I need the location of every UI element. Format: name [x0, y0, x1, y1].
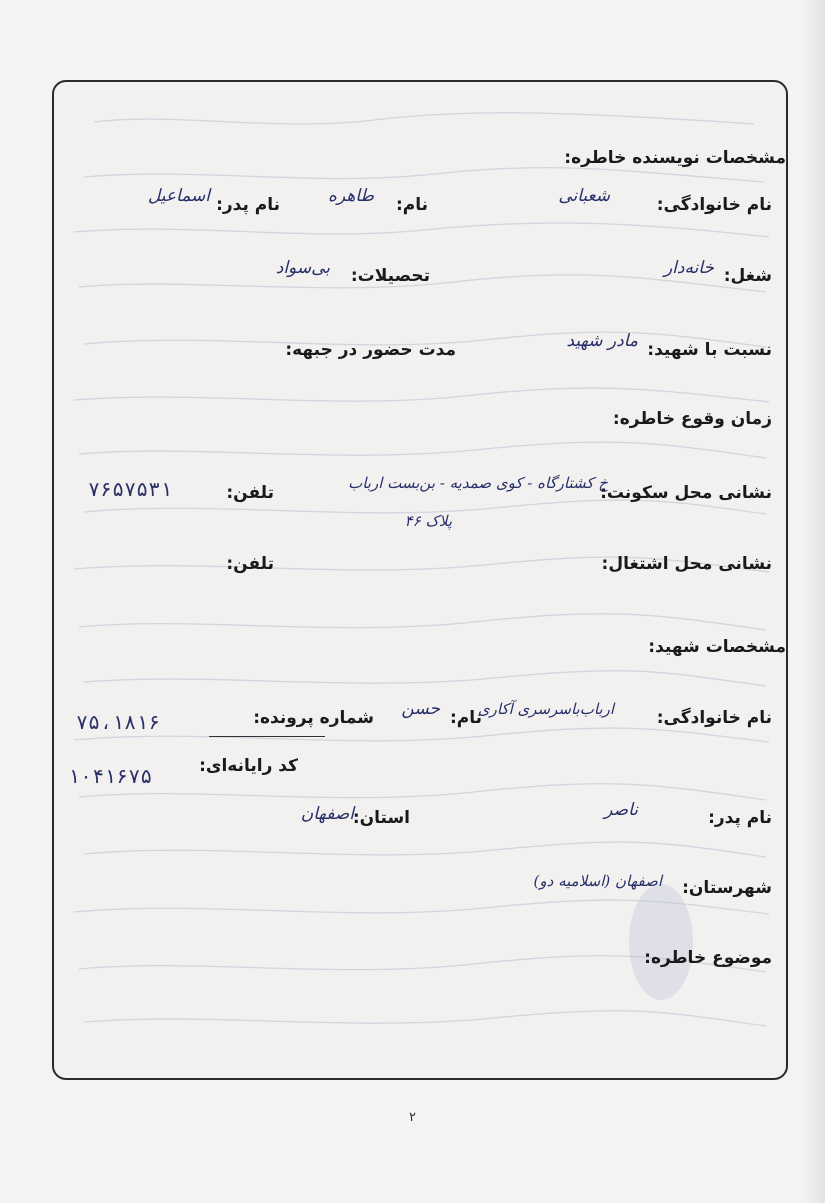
writer-name-value: طاهره [328, 186, 374, 206]
writer-work-phone-label: تلفن: [226, 554, 274, 574]
writer-home-address-value-2: پلاک ۴۶ [404, 512, 452, 530]
writer-heading: مشخصات نویسنده خاطره: [564, 148, 786, 168]
page-edge-shadow [803, 0, 825, 1203]
writer-occupation-value: خانه‌دار [663, 258, 714, 278]
writer-education-value: بی‌سواد [275, 258, 330, 278]
martyr-city-label: شهرستان: [682, 878, 772, 898]
martyr-name-label: نام: [449, 708, 482, 728]
martyr-city-value: اصفهان (اسلامیه دو) [533, 872, 662, 890]
page-number: ۲ [409, 1110, 416, 1125]
writer-father-name-label: نام پدر: [216, 195, 280, 215]
martyr-computer-code-label: کد رایانه‌ای: [199, 756, 298, 776]
file-number-underline [209, 736, 325, 737]
bleed-through-texture [54, 82, 786, 1078]
martyr-father-name-value: ناصر [604, 800, 638, 820]
martyr-father-name-label: نام پدر: [708, 808, 772, 828]
writer-family-name-label: نام خانوادگی: [656, 195, 772, 215]
martyr-family-name-label: نام خانوادگی: [656, 708, 772, 728]
martyr-heading: مشخصات شهید: [648, 637, 786, 657]
martyr-province-label: استان: [352, 808, 410, 828]
writer-phone-value: ۷۶۵۷۵۳۱ [88, 477, 173, 501]
writer-education-label: تحصیلات: [350, 266, 430, 286]
writer-family-name-value: شعبانی [558, 186, 610, 206]
martyr-computer-code-value: ۱۰۴۱۶۷۵ [68, 764, 153, 788]
martyr-file-number-label: شماره پرونده: [253, 708, 374, 728]
writer-relation-value: مادر شهید [566, 331, 638, 351]
writer-phone-label: تلفن: [226, 483, 274, 503]
martyr-family-name-value: ارباب‌باسرسری آکاری [477, 700, 614, 718]
martyr-name-value: حسن [401, 699, 440, 719]
writer-front-duration-label: مدت حضور در جبهه: [285, 340, 456, 360]
writer-father-name-value: اسماعیل [147, 186, 210, 206]
writer-memory-time-label: زمان وقوع خاطره: [612, 409, 772, 429]
writer-occupation-label: شغل: [723, 266, 772, 286]
martyr-province-value: اصفهان [300, 804, 354, 824]
writer-home-address-label: نشانی محل سکونت: [600, 483, 772, 503]
writer-home-address-value: خ کشتارگاه - کوی صمدیه - بن‌بست ارباب [348, 474, 608, 492]
writer-name-label: نام: [395, 195, 428, 215]
writer-work-address-label: نشانی محل اشتغال: [601, 554, 772, 574]
memory-subject-label: موضوع خاطره: [644, 948, 772, 968]
writer-relation-label: نسبت با شهید: [647, 340, 772, 360]
form-frame [52, 80, 788, 1080]
martyr-file-number-value: ۷۵،۱۸۱۶ [76, 710, 161, 734]
